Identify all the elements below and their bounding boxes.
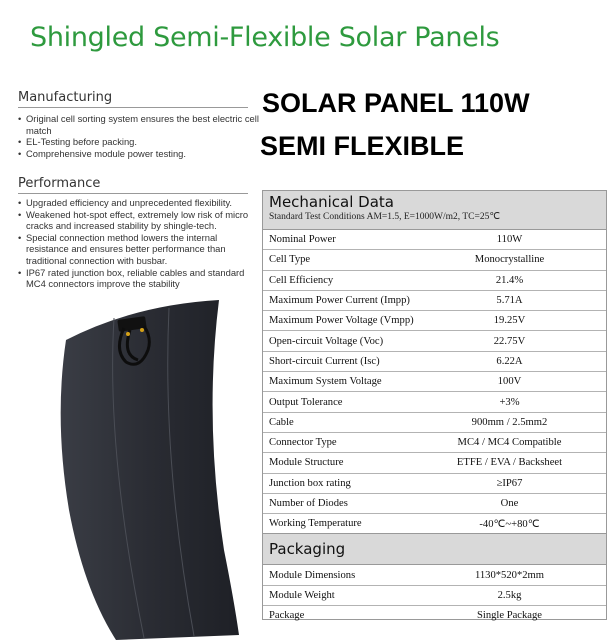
performance-item: • IP67 rated junction box, reliable cables and standard MC4 connectors improve the stability [18,267,260,290]
row-value: +3% [499,396,520,408]
performance-item: • Upgraded efficiency and unprecedented flexibility. [18,197,260,209]
performance-list [18,197,260,290]
mechanical-heading: Mechanical Data [269,193,394,211]
table-row [263,372,606,392]
table-row [263,494,606,514]
row-value: 22.75V [493,335,526,347]
spec-table [262,190,607,620]
row-label: Module Dimensions [269,569,356,581]
row-label: Nominal Power [269,234,336,246]
table-row [263,474,606,494]
row-label: Connector Type [269,437,337,449]
row-label: Cell Type [269,254,311,266]
table-row [263,230,606,250]
row-value: -40℃~+80℃ [479,518,540,530]
table-row [263,250,606,270]
manufacturing-item: • Comprehensive module power testing. [18,148,260,160]
row-label: Short-circuit Current (Isc) [269,355,380,367]
row-value: 110W [496,234,523,246]
row-label: Module Structure [269,457,344,469]
table-row [263,433,606,453]
mechanical-rows [263,230,606,533]
row-value: MC4 / MC4 Compatible [457,437,562,449]
table-row [263,514,606,533]
table-row [263,311,606,331]
table-row [263,352,606,372]
table-row [263,271,606,291]
manufacturing-divider [18,107,248,108]
row-value: ETFE / EVA / Backsheet [456,457,563,469]
page-title: Shingled Semi-Flexible Solar Panels [30,22,500,53]
row-value: 100V [497,376,522,388]
row-label: Package [269,610,305,622]
table-row [263,413,606,433]
row-value: 2.5kg [497,589,522,601]
row-label: Cell Efficiency [269,274,334,286]
headline-line-1: SOLAR PANEL 110W [262,88,530,118]
packaging-heading: Packaging [269,540,346,559]
performance-heading: Performance [18,176,101,191]
row-label: Number of Diodes [269,498,348,509]
table-row [263,291,606,311]
performance-divider [18,193,248,194]
row-label: Maximum System Voltage [269,376,382,388]
table-row [263,606,606,625]
row-value: 1130*520*2mm [474,569,545,581]
row-label: Open-circuit Voltage (Voc) [269,335,384,347]
manufacturing-item: • Original cell sorting system ensures the best electric cell match [18,113,260,136]
manufacturing-heading: Manufacturing [18,90,113,105]
performance-item: • Special connection method lowers the internal resistance and ensures better performance than traditional connection with busbar. [18,232,260,267]
row-value: 19.25V [493,315,526,327]
row-label: Module Weight [269,589,335,601]
row-label: Working Temperature [269,518,362,530]
row-value: Monocrystalline [474,254,545,266]
performance-item: • Weakened hot-spot effect, extremely low risk of micro cracks and increased stability by shingle-tech. [18,209,260,232]
row-label: Maximum Power Voltage (Vmpp) [269,315,414,327]
row-label: Output Tolerance [269,396,343,408]
table-row [263,392,606,412]
row-value: 900mm / 2.5mm2 [471,416,548,428]
table-row [263,586,606,606]
row-value: 5.71A [496,295,523,307]
mechanical-header [263,191,606,230]
packaging-header [263,533,606,565]
row-value: ≥IP67 [496,477,523,489]
row-value: Single Package [476,610,543,622]
headline-line-2: SEMI FLEXIBLE [260,131,465,161]
manufacturing-item: • EL-Testing before packing. [18,136,260,148]
row-label: Cable [269,416,294,428]
row-label: Junction box rating [269,477,351,489]
manufacturing-list [18,113,260,159]
row-value: 21.4% [495,274,524,286]
table-row [263,565,606,585]
mechanical-subheading: Standard Test Conditions AM=1.5, E=1000W/m2, TC=25℃ [269,212,501,222]
row-value: 6.22A [496,355,523,367]
table-row [263,331,606,351]
table-row [263,453,606,473]
row-value: One [500,498,519,509]
packaging-rows [263,565,606,625]
solar-panel-image [44,300,244,640]
row-label: Maximum Power Current (Impp) [269,295,410,307]
